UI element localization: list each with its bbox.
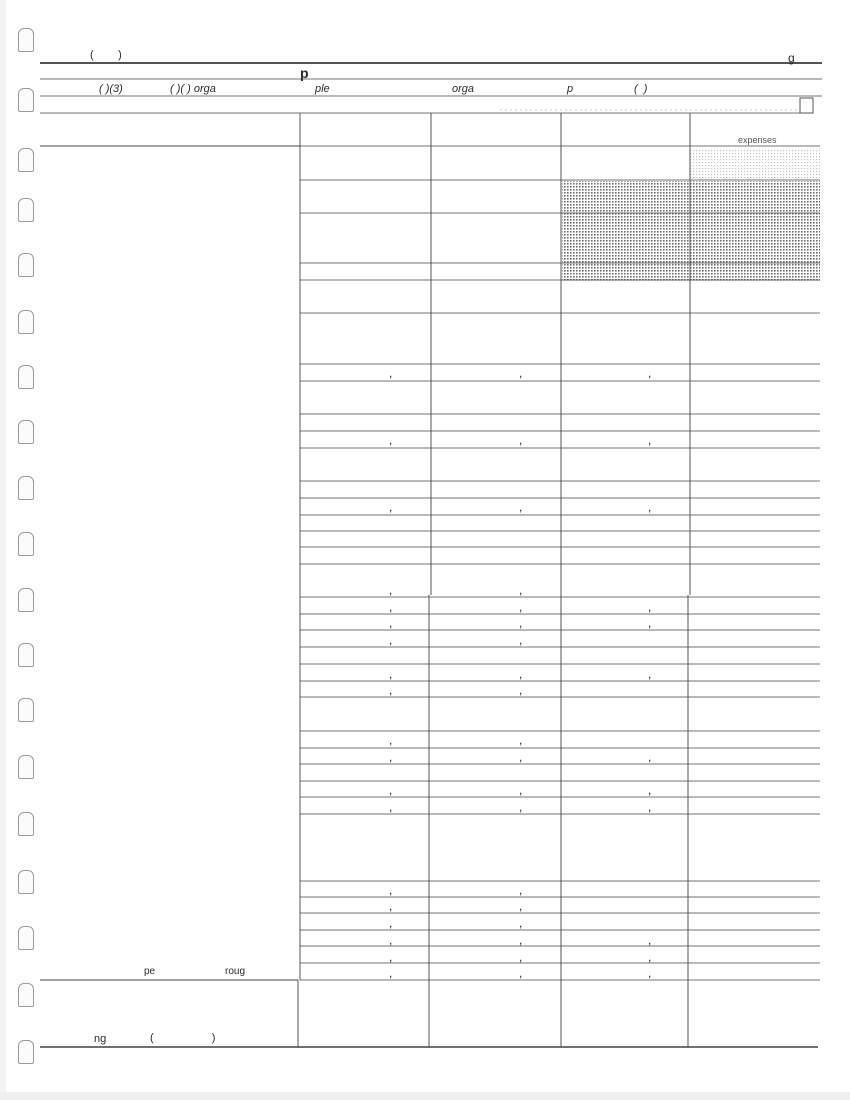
header-paren-label: ( ) — [90, 49, 122, 61]
thousands-separator-mark: , — [648, 966, 652, 980]
header-right-letter: g — [788, 51, 795, 65]
thousands-separator-mark: , — [389, 733, 393, 747]
thousands-separator-mark: , — [648, 500, 652, 514]
footer-pe-label: pe — [144, 966, 156, 977]
thousands-separator-mark: , — [389, 366, 393, 380]
thousands-separator-mark: , — [519, 800, 523, 814]
checkbox-501c3-label: ( )(3) — [99, 83, 123, 95]
thousands-separator-mark: , — [519, 433, 523, 447]
thousands-separator-mark: , — [519, 966, 523, 980]
thousands-separator-mark: , — [389, 500, 393, 514]
footer-paren-label: ( ) — [150, 1032, 216, 1044]
thousands-separator-mark: , — [648, 800, 652, 814]
thousands-separator-mark: , — [519, 500, 523, 514]
thousands-separator-mark: , — [389, 933, 393, 947]
footer-roug-label: roug — [225, 966, 246, 977]
thousands-separator-mark: , — [389, 800, 393, 814]
checkbox-501c-orga-label: ( )( ) orga — [170, 83, 216, 95]
thousands-separator-mark: , — [519, 950, 523, 964]
thousands-separator-mark: , — [389, 750, 393, 764]
checkbox-orga-label: orga — [452, 83, 475, 95]
thousands-separator-mark: , — [648, 667, 652, 681]
thousands-separator-mark: , — [389, 616, 393, 630]
thousands-separator-mark: , — [389, 667, 393, 681]
thousands-separator-mark: , — [519, 933, 523, 947]
thousands-separator-mark: , — [389, 966, 393, 980]
thousands-separator-mark: , — [648, 750, 652, 764]
thousands-separator-mark: , — [519, 750, 523, 764]
footer-ng-label: ng — [94, 1033, 107, 1045]
thousands-separator-mark: , — [519, 600, 523, 614]
thousands-separator-mark: , — [519, 633, 523, 647]
thousands-separator-mark: , — [389, 899, 393, 913]
header-bold-letter: p — [300, 65, 309, 81]
expenses-column-header: expenses — [738, 135, 777, 145]
thousands-separator-mark: , — [389, 633, 393, 647]
thousands-separator-mark: , — [519, 899, 523, 913]
thousands-separator-mark: , — [519, 667, 523, 681]
thousands-separator-mark: , — [389, 916, 393, 930]
thousands-separator-mark: , — [519, 783, 523, 797]
thousands-separator-mark: , — [519, 733, 523, 747]
thousands-separator-mark: , — [389, 950, 393, 964]
thousands-separator-mark: , — [519, 683, 523, 697]
checkbox-ple-label: ple — [315, 83, 330, 95]
checkbox-paren-label: ( ) — [634, 83, 648, 95]
thousands-separator-mark: , — [519, 883, 523, 897]
thousands-separator-mark: , — [648, 433, 652, 447]
thousands-separator-mark: , — [389, 600, 393, 614]
thousands-separator-mark: , — [648, 600, 652, 614]
thousands-separator-mark: , — [389, 583, 393, 597]
thousands-separator-mark: , — [519, 616, 523, 630]
thousands-separator-mark: , — [519, 583, 523, 597]
thousands-separator-mark: , — [389, 783, 393, 797]
thousands-separator-mark: , — [519, 916, 523, 930]
thousands-separator-mark: , — [389, 883, 393, 897]
thousands-separator-mark: , — [648, 366, 652, 380]
thousands-separator-mark: , — [389, 683, 393, 697]
thousands-separator-mark: , — [648, 783, 652, 797]
thousands-separator-mark: , — [389, 433, 393, 447]
thousands-separator-mark: , — [519, 366, 523, 380]
thousands-separator-mark: , — [648, 616, 652, 630]
checkbox-p-label: p — [567, 83, 574, 95]
thousands-separator-mark: , — [648, 933, 652, 947]
thousands-separator-mark: , — [648, 950, 652, 964]
